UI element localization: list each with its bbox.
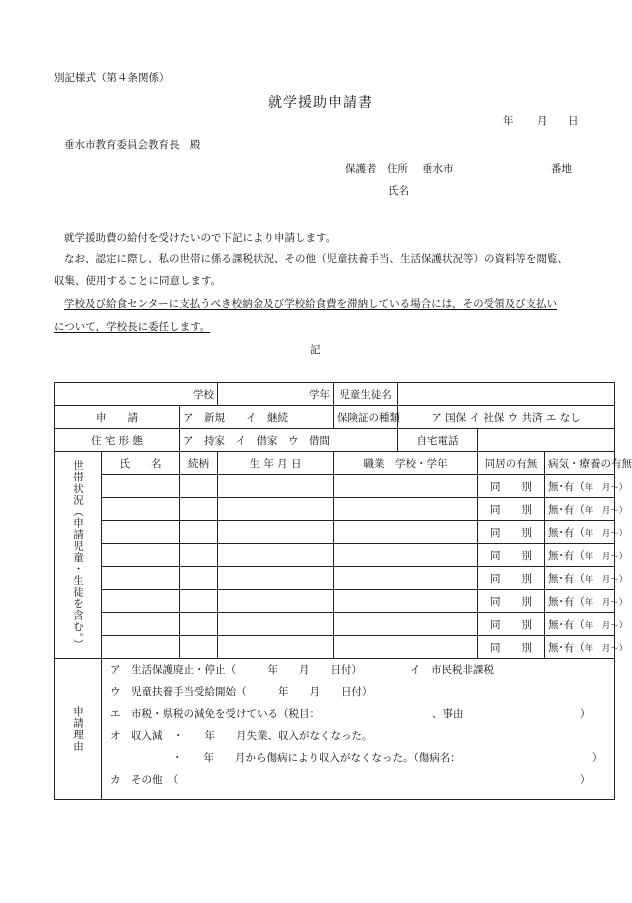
household-job-field[interactable] bbox=[334, 636, 478, 659]
household-job-field[interactable] bbox=[334, 590, 478, 613]
cohabit-choice[interactable]: 同 別 bbox=[478, 475, 545, 498]
reason-i[interactable]: イ 市民税非課税 bbox=[410, 664, 494, 676]
illness-date: 年 月～） bbox=[584, 620, 628, 631]
illness-value: 無･有（ bbox=[548, 641, 585, 654]
illness-date: 年 月～） bbox=[584, 482, 628, 493]
illness-date: 年 月～） bbox=[584, 597, 628, 608]
household-relation-field[interactable] bbox=[180, 521, 218, 544]
illness-choice[interactable] bbox=[545, 613, 628, 636]
reason-line-o2 bbox=[110, 747, 614, 769]
reason-row bbox=[55, 659, 615, 800]
insurance-options[interactable]: ア 国保 イ 社保 ウ 共済 エ なし bbox=[398, 406, 615, 429]
reason-e-close: ） bbox=[580, 708, 591, 720]
household-job-field[interactable] bbox=[334, 475, 478, 498]
illness-choice[interactable] bbox=[545, 567, 628, 590]
name-label: 氏名 bbox=[388, 185, 409, 197]
application-statement: 就学援助費の給付を受けたいので下記により申請します。 bbox=[64, 232, 337, 244]
date-month: 月 bbox=[537, 115, 548, 127]
cohabit-choice[interactable]: 同 別 bbox=[478, 613, 545, 636]
reason-e-cause: 、事由 bbox=[432, 708, 464, 720]
page-title: 就学援助申請書 bbox=[268, 95, 373, 111]
school-field[interactable] bbox=[55, 383, 218, 406]
illness-date: 年 月～） bbox=[584, 551, 628, 562]
household-job-field[interactable] bbox=[334, 521, 478, 544]
reason-line-o bbox=[110, 725, 614, 747]
illness-date: 年 月～） bbox=[584, 505, 628, 516]
reason-content bbox=[102, 659, 615, 800]
col-relation: 続柄 bbox=[180, 452, 218, 475]
address-city: 垂水市 bbox=[422, 163, 454, 175]
apply-label: 申 請 bbox=[55, 406, 180, 429]
date-day: 日 bbox=[568, 115, 579, 127]
student-name-label: 児童生徒名 bbox=[334, 383, 398, 406]
cohabit-choice[interactable]: 同 別 bbox=[478, 498, 545, 521]
household-name-field[interactable] bbox=[102, 613, 180, 636]
household-name-field[interactable] bbox=[102, 544, 180, 567]
housing-row bbox=[55, 429, 615, 452]
ki-label: 記 bbox=[310, 344, 321, 356]
reason-o2-close: ） bbox=[592, 752, 603, 764]
household-row bbox=[55, 567, 615, 590]
illness-choice[interactable] bbox=[545, 521, 628, 544]
col-name: 氏 名 bbox=[102, 452, 180, 475]
guardian-label: 保護者 bbox=[345, 163, 377, 175]
household-name-field[interactable] bbox=[102, 636, 180, 659]
reason-e[interactable]: エ 市税・県税の減免を受けている（税目： bbox=[110, 708, 320, 720]
address-label: 住所 bbox=[387, 163, 408, 175]
col-birth: 生 年 月 日 bbox=[218, 452, 334, 475]
household-job-field[interactable] bbox=[334, 613, 478, 636]
cohabit-choice[interactable]: 同 別 bbox=[478, 636, 545, 659]
household-birth-field[interactable] bbox=[218, 613, 334, 636]
household-birth-field[interactable] bbox=[218, 498, 334, 521]
illness-value: 無･有（ bbox=[548, 618, 585, 631]
cohabit-choice[interactable]: 同 別 bbox=[478, 544, 545, 567]
illness-choice[interactable] bbox=[545, 498, 628, 521]
household-relation-field[interactable] bbox=[180, 544, 218, 567]
household-header-row bbox=[55, 452, 615, 475]
household-relation-field[interactable] bbox=[180, 590, 218, 613]
application-row bbox=[55, 406, 615, 429]
student-name-field[interactable] bbox=[398, 383, 615, 406]
household-relation-field[interactable] bbox=[180, 613, 218, 636]
household-name-field[interactable] bbox=[102, 567, 180, 590]
col-cohabit: 同居の有無 bbox=[478, 452, 545, 475]
reason-ka[interactable]: カ その他 （ bbox=[110, 774, 179, 786]
col-job: 職業 学校・学年 bbox=[334, 452, 478, 475]
cohabit-choice[interactable]: 同 別 bbox=[478, 521, 545, 544]
illness-date: 年 月～） bbox=[584, 574, 628, 585]
cohabit-choice[interactable]: 同 別 bbox=[478, 567, 545, 590]
reason-o2[interactable]: ・ 年 月から傷病により収入がなくなった。（傷病名： bbox=[172, 752, 461, 764]
household-birth-field[interactable] bbox=[218, 475, 334, 498]
reason-line-a bbox=[110, 659, 614, 681]
household-birth-field[interactable] bbox=[218, 636, 334, 659]
household-row bbox=[55, 475, 615, 498]
delegation-text-line2: について，学校長に委任します。 bbox=[54, 321, 211, 333]
illness-value: 無･有（ bbox=[548, 549, 585, 562]
household-birth-field[interactable] bbox=[218, 544, 334, 567]
household-name-field[interactable] bbox=[102, 475, 180, 498]
school-row bbox=[55, 383, 615, 406]
school-label: 学校 bbox=[193, 388, 215, 401]
reason-line-ka bbox=[110, 769, 614, 791]
illness-value: 無･有（ bbox=[548, 503, 585, 516]
household-row bbox=[55, 613, 615, 636]
household-relation-field[interactable] bbox=[180, 567, 218, 590]
consent-text-line1: なお、認定に際し、私の世帯に係る課税状況、その他（児童扶養手当、生活保護状況等）の資料等を閲覧、 bbox=[64, 253, 568, 265]
addressee: 垂水市教育委員会教育長 殿 bbox=[64, 139, 201, 151]
phone-label: 自宅電話 bbox=[398, 429, 478, 452]
illness-value: 無･有（ bbox=[548, 572, 585, 585]
household-birth-field[interactable] bbox=[218, 590, 334, 613]
phone-field[interactable] bbox=[478, 429, 615, 452]
insurance-label: 保険証の種類 bbox=[334, 406, 398, 429]
household-job-field[interactable] bbox=[334, 498, 478, 521]
reason-o[interactable]: オ 収入減 ・ 年 月失業、収入がなくなった。 bbox=[110, 730, 373, 742]
reason-u[interactable]: ウ 児童扶養手当受給開始（ 年 月 日付） bbox=[110, 686, 373, 698]
reason-ka-close: ） bbox=[580, 774, 591, 786]
cohabit-choice[interactable]: 同 別 bbox=[478, 590, 545, 613]
grade-label: 学年 bbox=[309, 388, 331, 401]
illness-value: 無･有（ bbox=[548, 480, 585, 493]
illness-choice[interactable] bbox=[545, 636, 628, 659]
household-name-field[interactable] bbox=[102, 521, 180, 544]
household-birth-field[interactable] bbox=[218, 521, 334, 544]
reason-line-u bbox=[110, 681, 614, 703]
consent-text-line2: 収集、使用することに同意します。 bbox=[54, 275, 222, 287]
delegation-text-line1: 学校及び給食センターに支払うべき校納金及び学校給食費を滞納している場合には，その受領及び支払い bbox=[64, 298, 558, 310]
household-label-cell bbox=[55, 452, 102, 659]
form-reference: 別記様式（第４条関係） bbox=[54, 72, 170, 84]
col-illness: 病気・療養の有無 bbox=[545, 452, 615, 475]
household-job-field[interactable] bbox=[334, 567, 478, 590]
household-relation-field[interactable] bbox=[180, 475, 218, 498]
housing-label: 住 宅 形 態 bbox=[55, 429, 180, 452]
household-row bbox=[55, 521, 615, 544]
household-row bbox=[55, 498, 615, 521]
housing-options[interactable]: ア 持家 イ 借家 ウ 借間 bbox=[180, 429, 398, 452]
illness-value: 無･有（ bbox=[548, 526, 585, 539]
reason-label: 申請理由 bbox=[72, 706, 84, 752]
banchi-label: 番地 bbox=[551, 163, 572, 175]
household-relation-field[interactable] bbox=[180, 498, 218, 521]
household-name-field[interactable] bbox=[102, 498, 180, 521]
reason-a[interactable]: ア 生活保護廃止・停止（ 年 月 日付） bbox=[110, 664, 362, 676]
reason-label-cell bbox=[55, 659, 102, 800]
illness-choice[interactable] bbox=[545, 590, 628, 613]
illness-date: 年 月～） bbox=[584, 528, 628, 539]
household-label: 世帯状況（申請児童・生徒を含む。） bbox=[72, 460, 84, 651]
illness-choice[interactable] bbox=[545, 475, 628, 498]
application-form-table bbox=[54, 382, 632, 800]
household-birth-field[interactable] bbox=[218, 567, 334, 590]
household-relation-field[interactable] bbox=[180, 636, 218, 659]
reason-line-e bbox=[110, 703, 614, 725]
illness-choice[interactable] bbox=[545, 544, 628, 567]
household-job-field[interactable] bbox=[334, 544, 478, 567]
illness-date: 年 月～） bbox=[584, 643, 628, 654]
illness-value: 無･有（ bbox=[548, 595, 585, 608]
apply-options[interactable]: ア 新規 イ 継続 bbox=[180, 406, 334, 429]
date-year: 年 bbox=[503, 115, 514, 127]
household-row bbox=[55, 636, 615, 659]
grade-field[interactable] bbox=[218, 383, 334, 406]
household-name-field[interactable] bbox=[102, 590, 180, 613]
household-row bbox=[55, 590, 615, 613]
household-row bbox=[55, 544, 615, 567]
